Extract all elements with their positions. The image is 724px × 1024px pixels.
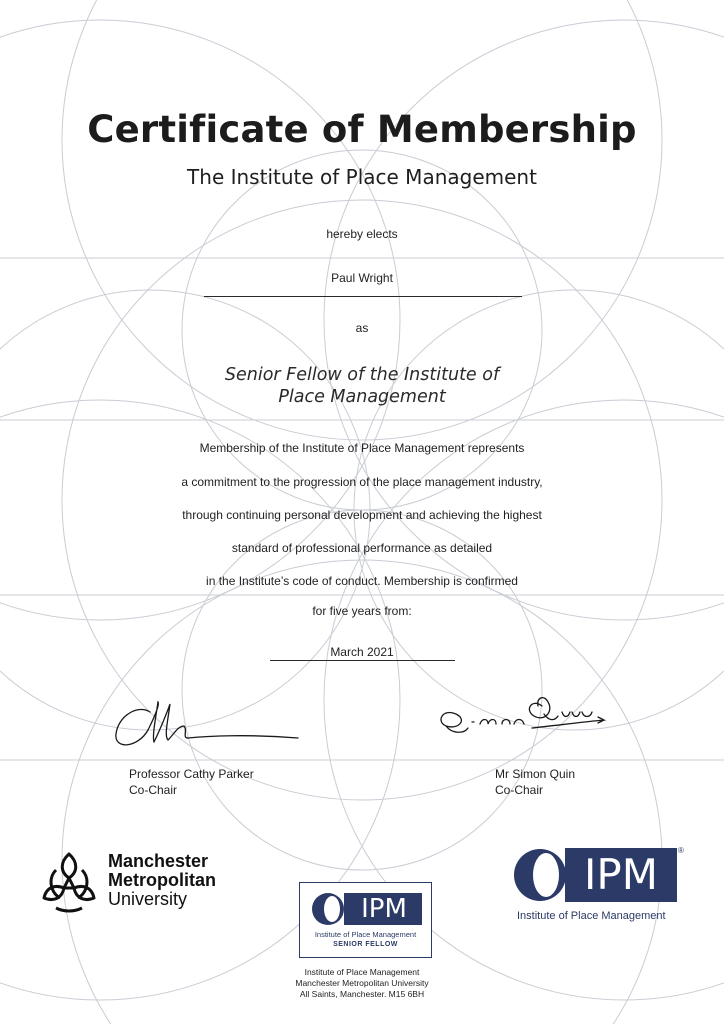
statement-line: Membership of the Institute of Place Management represents — [199, 441, 525, 455]
membership-type: Senior Fellow of the Institute of Place Management — [224, 365, 500, 407]
date-underline — [270, 660, 455, 661]
ipm-badge-mark-text: IPM — [361, 894, 407, 924]
ipm-logo — [513, 846, 693, 928]
hereby-elects-text: hereby elects — [326, 227, 398, 241]
signatory-cathy-parker — [129, 766, 254, 798]
member-name-underline — [204, 296, 522, 297]
statement-line: in the Institute’s code of conduct. Membership is confirmed — [206, 574, 518, 588]
ipm-senior-fellow-badge — [299, 882, 432, 958]
address-line: Manchester Metropolitan University — [295, 978, 429, 988]
ipm-badge-subtitle: Institute of Place Management — [314, 930, 417, 939]
membership-date: March 2021 — [330, 645, 394, 659]
ipm-subtitle: Institute of Place Management — [517, 910, 666, 922]
address-line: Institute of Place Management — [304, 967, 420, 977]
address-line: All Saints, Manchester. M15 6BH — [299, 989, 425, 999]
member-name: Paul Wright — [331, 271, 393, 285]
mmu-knot-icon — [34, 848, 104, 918]
statement-line: standard of professional performance as detailed — [231, 541, 493, 555]
signature-cathy-parker — [108, 690, 308, 760]
statement-line: a commitment to the progression of the place management industry, — [181, 475, 543, 489]
signatory-role: Co-Chair — [129, 783, 178, 797]
signatory-role: Co-Chair — [495, 783, 544, 797]
mmu-name-line: Metropolitan — [108, 870, 216, 890]
registered-mark: ® — [678, 846, 684, 855]
signatory-name: Mr Simon Quin — [495, 767, 576, 781]
as-text: as — [355, 321, 369, 335]
institute-name: The Institute of Place Management — [187, 165, 537, 189]
mmu-name-line: University — [108, 889, 188, 909]
ipm-badge-grade: SENIOR FELLOW — [333, 941, 398, 948]
institute-address — [0, 967, 724, 1000]
signatory-name: Professor Cathy Parker — [129, 767, 254, 781]
signatory-simon-quin — [495, 766, 575, 798]
mmu-name-line: Manchester — [108, 851, 209, 871]
mmu-logo — [34, 846, 234, 922]
statement-line: for five years from: — [312, 604, 412, 618]
statement-line: through continuing personal development and achieving the highest — [182, 508, 542, 522]
certificate-title: Certificate of Membership — [87, 108, 637, 151]
ipm-mark-text: IPM — [584, 850, 658, 899]
signature-simon-quin — [432, 684, 632, 744]
